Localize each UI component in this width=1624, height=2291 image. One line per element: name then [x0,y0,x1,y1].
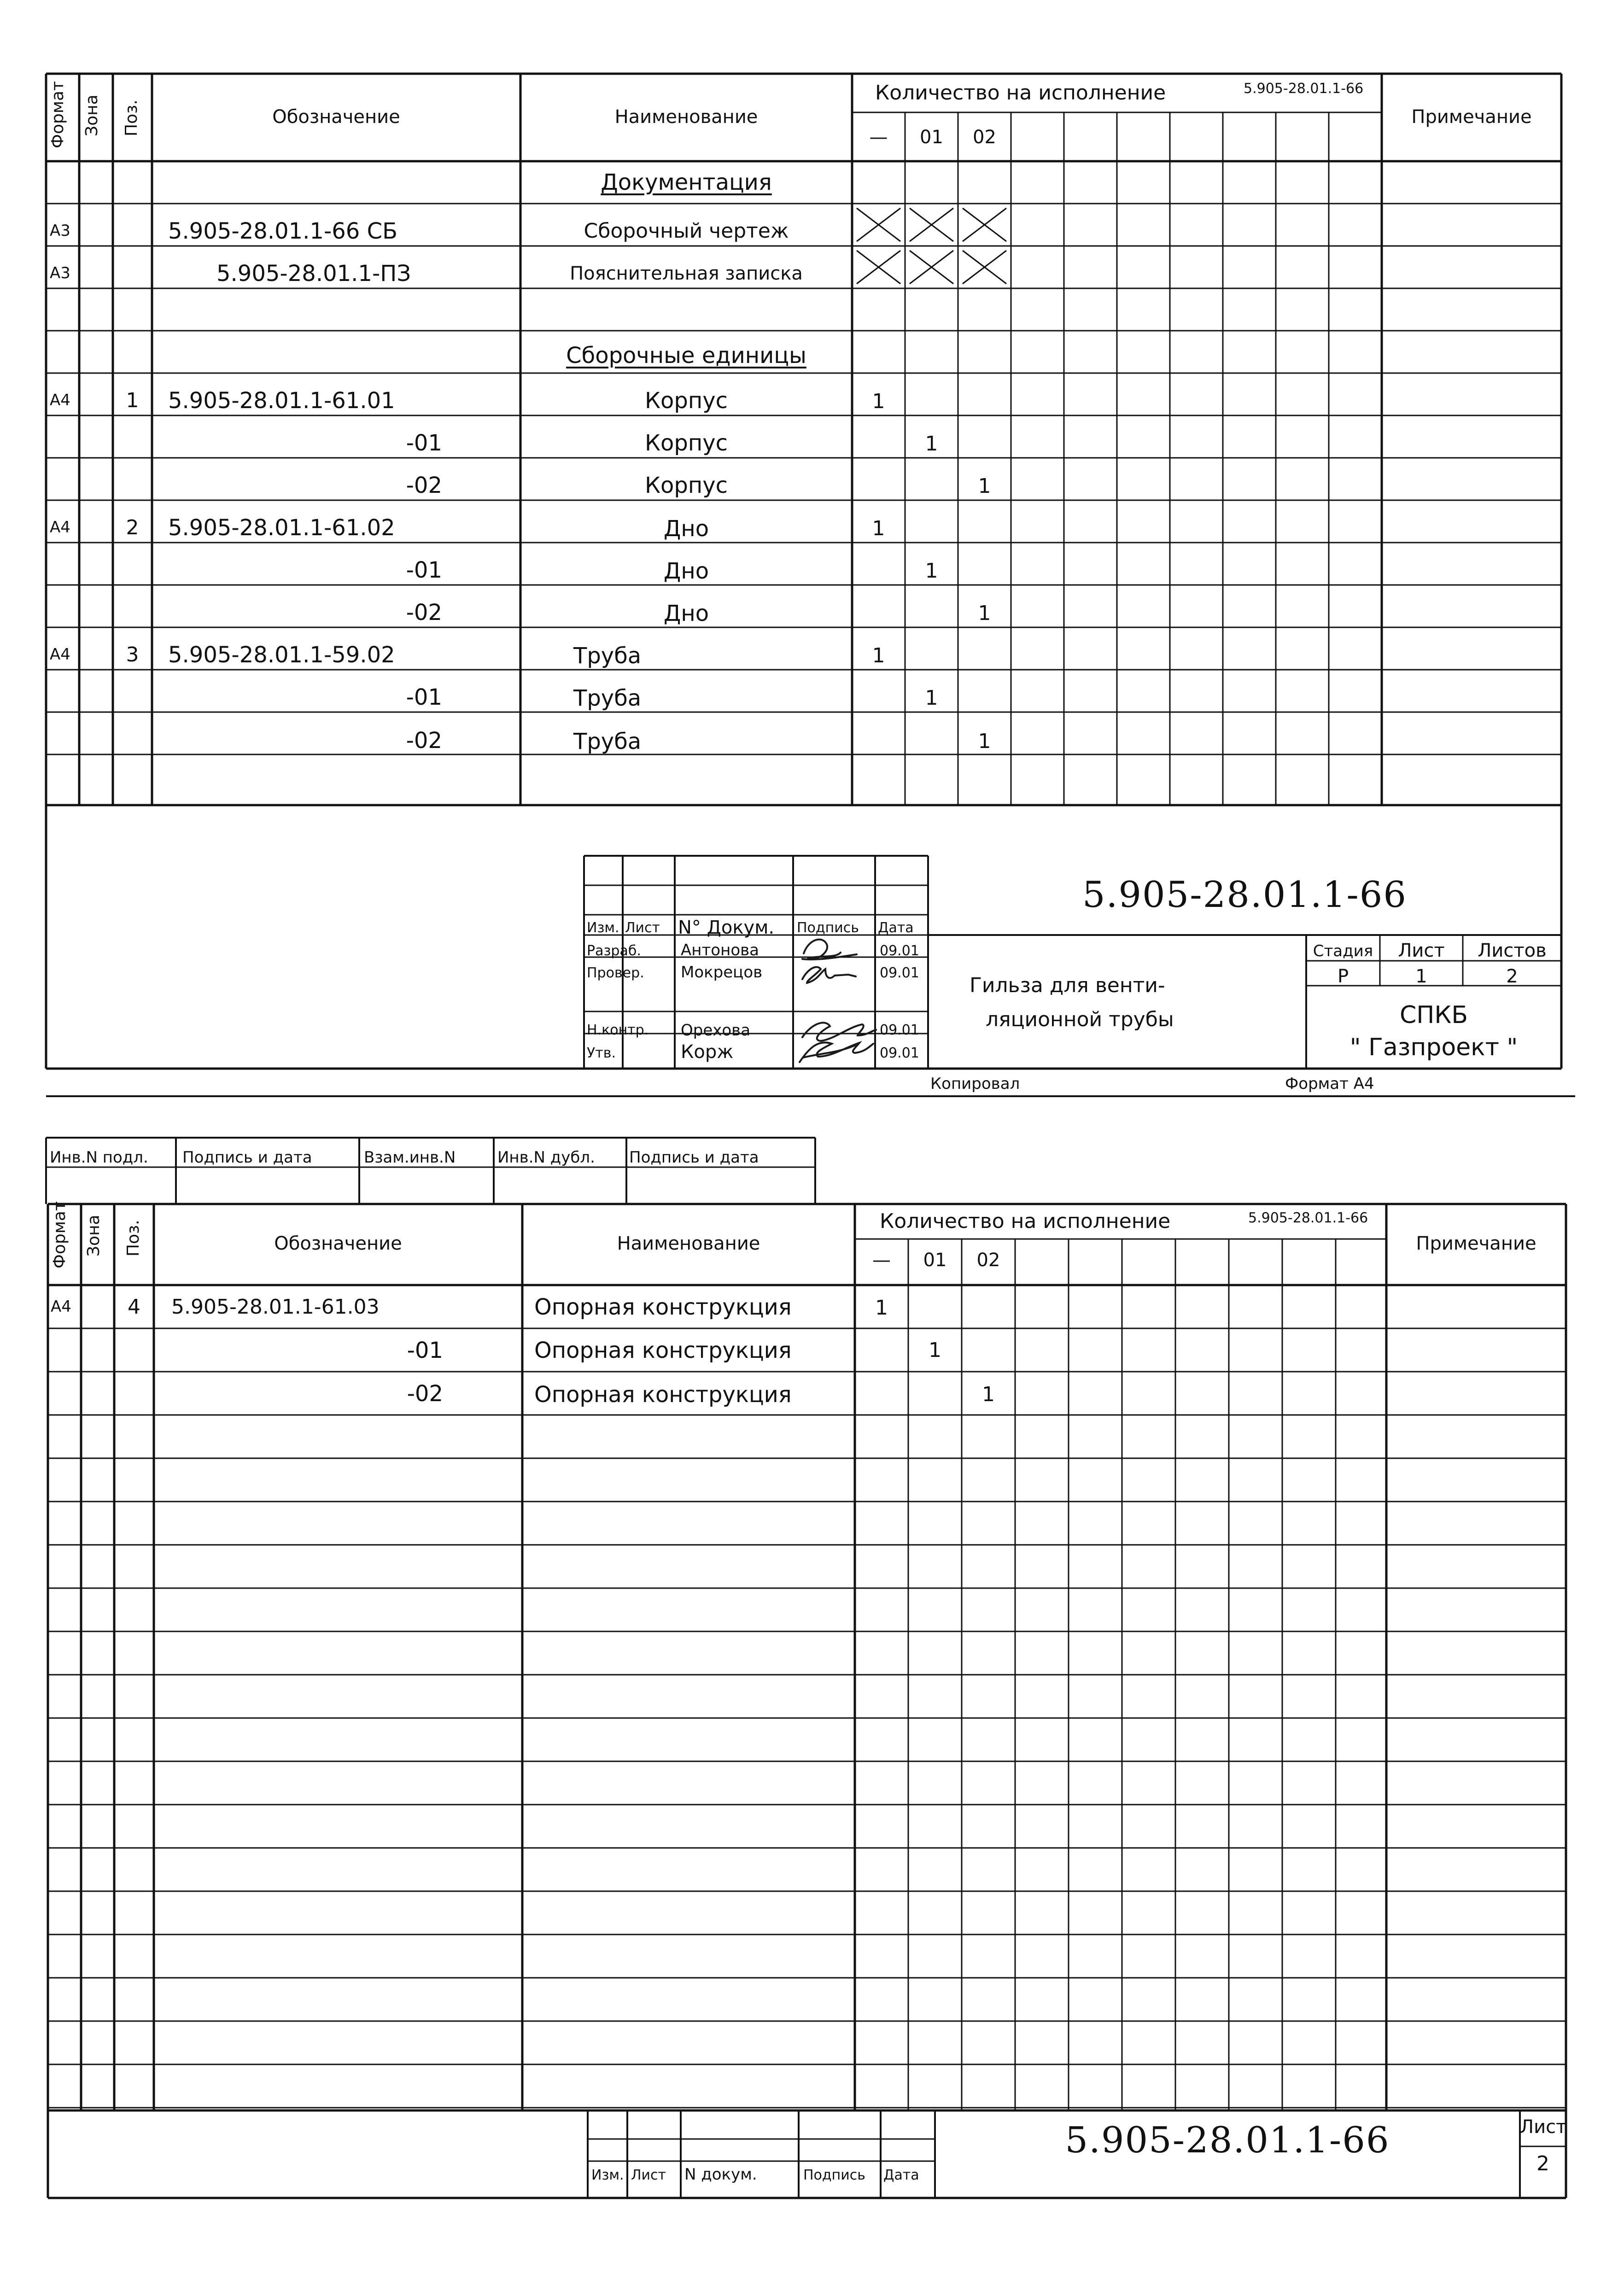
organization-line-1: СПКБ [1399,1001,1468,1029]
doc-number: 5.905-28.01.1-66 [1065,2120,1390,2161]
row-name: Дно [663,516,709,542]
stamp-signature-date-1: Подпись и дата [182,1148,312,1167]
header-variant-base: — [869,127,888,148]
col-header-doc: N докум. [684,2165,757,2184]
col-header-signature: Подпись [803,2167,865,2183]
row-qty: 1 [925,559,938,583]
header-note: Примечание [1411,106,1532,128]
row-designation: -01 [406,557,442,583]
section-documentation: Документация [601,169,772,195]
stage-value: Р [1337,966,1349,987]
date-checker: 09.01 [880,965,919,981]
header-designation: Обозначение [272,106,400,128]
row-qty: 1 [982,1383,995,1406]
product-title-line-1: Гильза для венти- [970,974,1165,997]
row-qty: 1 [978,602,991,625]
header-format: Формат [50,1201,69,1268]
row-format: A4 [51,1297,71,1316]
row-qty: 1 [925,686,938,710]
row-pos: 1 [126,389,139,412]
row-name: Пояснительная записка [570,263,803,284]
name-norm-control: Орехова [681,1021,751,1040]
col-header-sheet: Лист [631,2167,666,2183]
row-qty: 1 [925,432,938,456]
product-title-line-2: ляционной трубы [986,1008,1174,1031]
row-designation: 5.905-28.01.1-ПЗ [216,261,411,286]
row-name: Сборочный чертеж [584,219,789,243]
date-norm-control: 09.01 [880,1022,919,1038]
role-developer: Разраб. [587,943,641,959]
header-variant-base: — [872,1250,891,1271]
row-designation: -02 [406,728,442,754]
col-header-date: Дата [883,2167,919,2183]
header-name: Наименование [617,1233,760,1254]
header-variant-01: 01 [920,127,943,148]
sheets-value: 2 [1506,966,1518,987]
row-name: Труба [573,643,642,669]
row-format: A4 [50,391,70,409]
row-designation: 5.905-28.01.1-59.02 [168,642,395,668]
sheet-value: 1 [1415,966,1427,987]
header-zone: Зона [82,94,101,136]
col-header-signature: Подпись [797,920,859,936]
col-header-change: Изм. [587,920,619,936]
row-designation: -02 [406,600,442,625]
row-pos: 2 [126,516,139,539]
sheets-label: Листов [1478,940,1547,961]
header-pos: Поз. [122,99,141,136]
stamp-inventory-duplicate: Инв.N дубл. [497,1148,595,1167]
header-name: Наименование [614,106,758,128]
row-name: Опорная конструкция [534,1382,792,1408]
name-approver: Корж [681,1041,734,1063]
row-pos: 4 [128,1295,140,1319]
row-qty: 1 [872,644,885,667]
header-format: Формат [48,81,67,148]
col-header-date: Дата [878,920,914,936]
header-qty-doc: 5.905-28.01.1-66 [1248,1210,1368,1226]
header-qty-title: Количество на исполнение [880,1210,1171,1233]
section-assemblies: Сборочные единицы [566,343,806,368]
row-name: Опорная конструкция [534,1338,792,1363]
footer-copied: Копировал [930,1075,1020,1093]
footer-format: Формат А4 [1285,1075,1374,1093]
row-format: A4 [50,645,70,664]
col-header-change: Изм. [591,2167,624,2183]
header-qty-doc: 5.905-28.01.1-66 [1244,81,1364,97]
header-note: Примечание [1416,1233,1536,1254]
row-qty: 1 [872,390,885,413]
header-variant-02: 02 [976,1250,1000,1271]
row-name: Корпус [644,388,728,414]
stamp-replaced-inventory: Взам.инв.N [364,1148,456,1167]
stage-label: Стадия [1313,942,1373,960]
organization-line-2: " Газпроект " [1349,1034,1518,1061]
row-name: Труба [573,729,642,754]
row-qty: 1 [872,517,885,540]
stamp-inventory-original: Инв.N подл. [50,1148,148,1167]
row-name: Корпус [644,473,728,498]
row-pos: 3 [126,643,139,666]
header-qty-title: Количество на исполнение [875,81,1166,105]
sheet-value: 2 [1536,2152,1549,2175]
name-checker: Мокрецов [681,963,763,982]
sheet-label: Лист [1398,940,1445,961]
role-approver: Утв. [587,1045,616,1061]
row-designation: 5.905-28.01.1-61.03 [171,1295,380,1319]
row-qty: 1 [978,474,991,498]
row-qty: 1 [875,1296,888,1320]
header-designation: Обозначение [274,1233,402,1254]
col-header-sheet: Лист [625,920,660,936]
row-designation: -02 [407,1381,443,1407]
row-designation: -01 [407,1338,443,1363]
row-format: A3 [50,222,70,240]
role-checker: Провер. [587,965,644,981]
row-designation: -01 [406,684,442,710]
row-format: A4 [50,518,70,537]
header-zone: Зона [84,1215,103,1257]
row-designation: -02 [406,473,442,498]
header-pos: Поз. [124,1220,143,1257]
row-name: Корпус [644,430,728,456]
row-name: Труба [573,685,642,711]
row-name: Дно [663,601,709,626]
row-qty: 1 [978,730,991,753]
row-designation: 5.905-28.01.1-61.01 [168,388,395,414]
row-qty: 1 [929,1338,941,1362]
row-name: Опорная конструкция [534,1294,792,1320]
row-designation: -01 [406,430,442,456]
row-designation: 5.905-28.01.1-66 СБ [168,218,398,244]
date-approver: 09.01 [880,1045,919,1061]
sheet-label: Лист [1520,2116,1567,2138]
row-format: A3 [50,264,70,282]
date-developer: 09.01 [880,943,919,959]
col-header-doc: N° Докум. [678,917,775,938]
stamp-signature-date-2: Подпись и дата [629,1148,759,1167]
header-variant-02: 02 [973,127,996,148]
role-norm-control: Н.контр. [587,1022,649,1038]
name-developer: Антонова [681,941,759,959]
row-designation: 5.905-28.01.1-61.02 [168,515,395,541]
row-name: Дно [663,558,709,584]
doc-number: 5.905-28.01.1-66 [1082,874,1407,916]
header-variant-01: 01 [923,1250,947,1271]
